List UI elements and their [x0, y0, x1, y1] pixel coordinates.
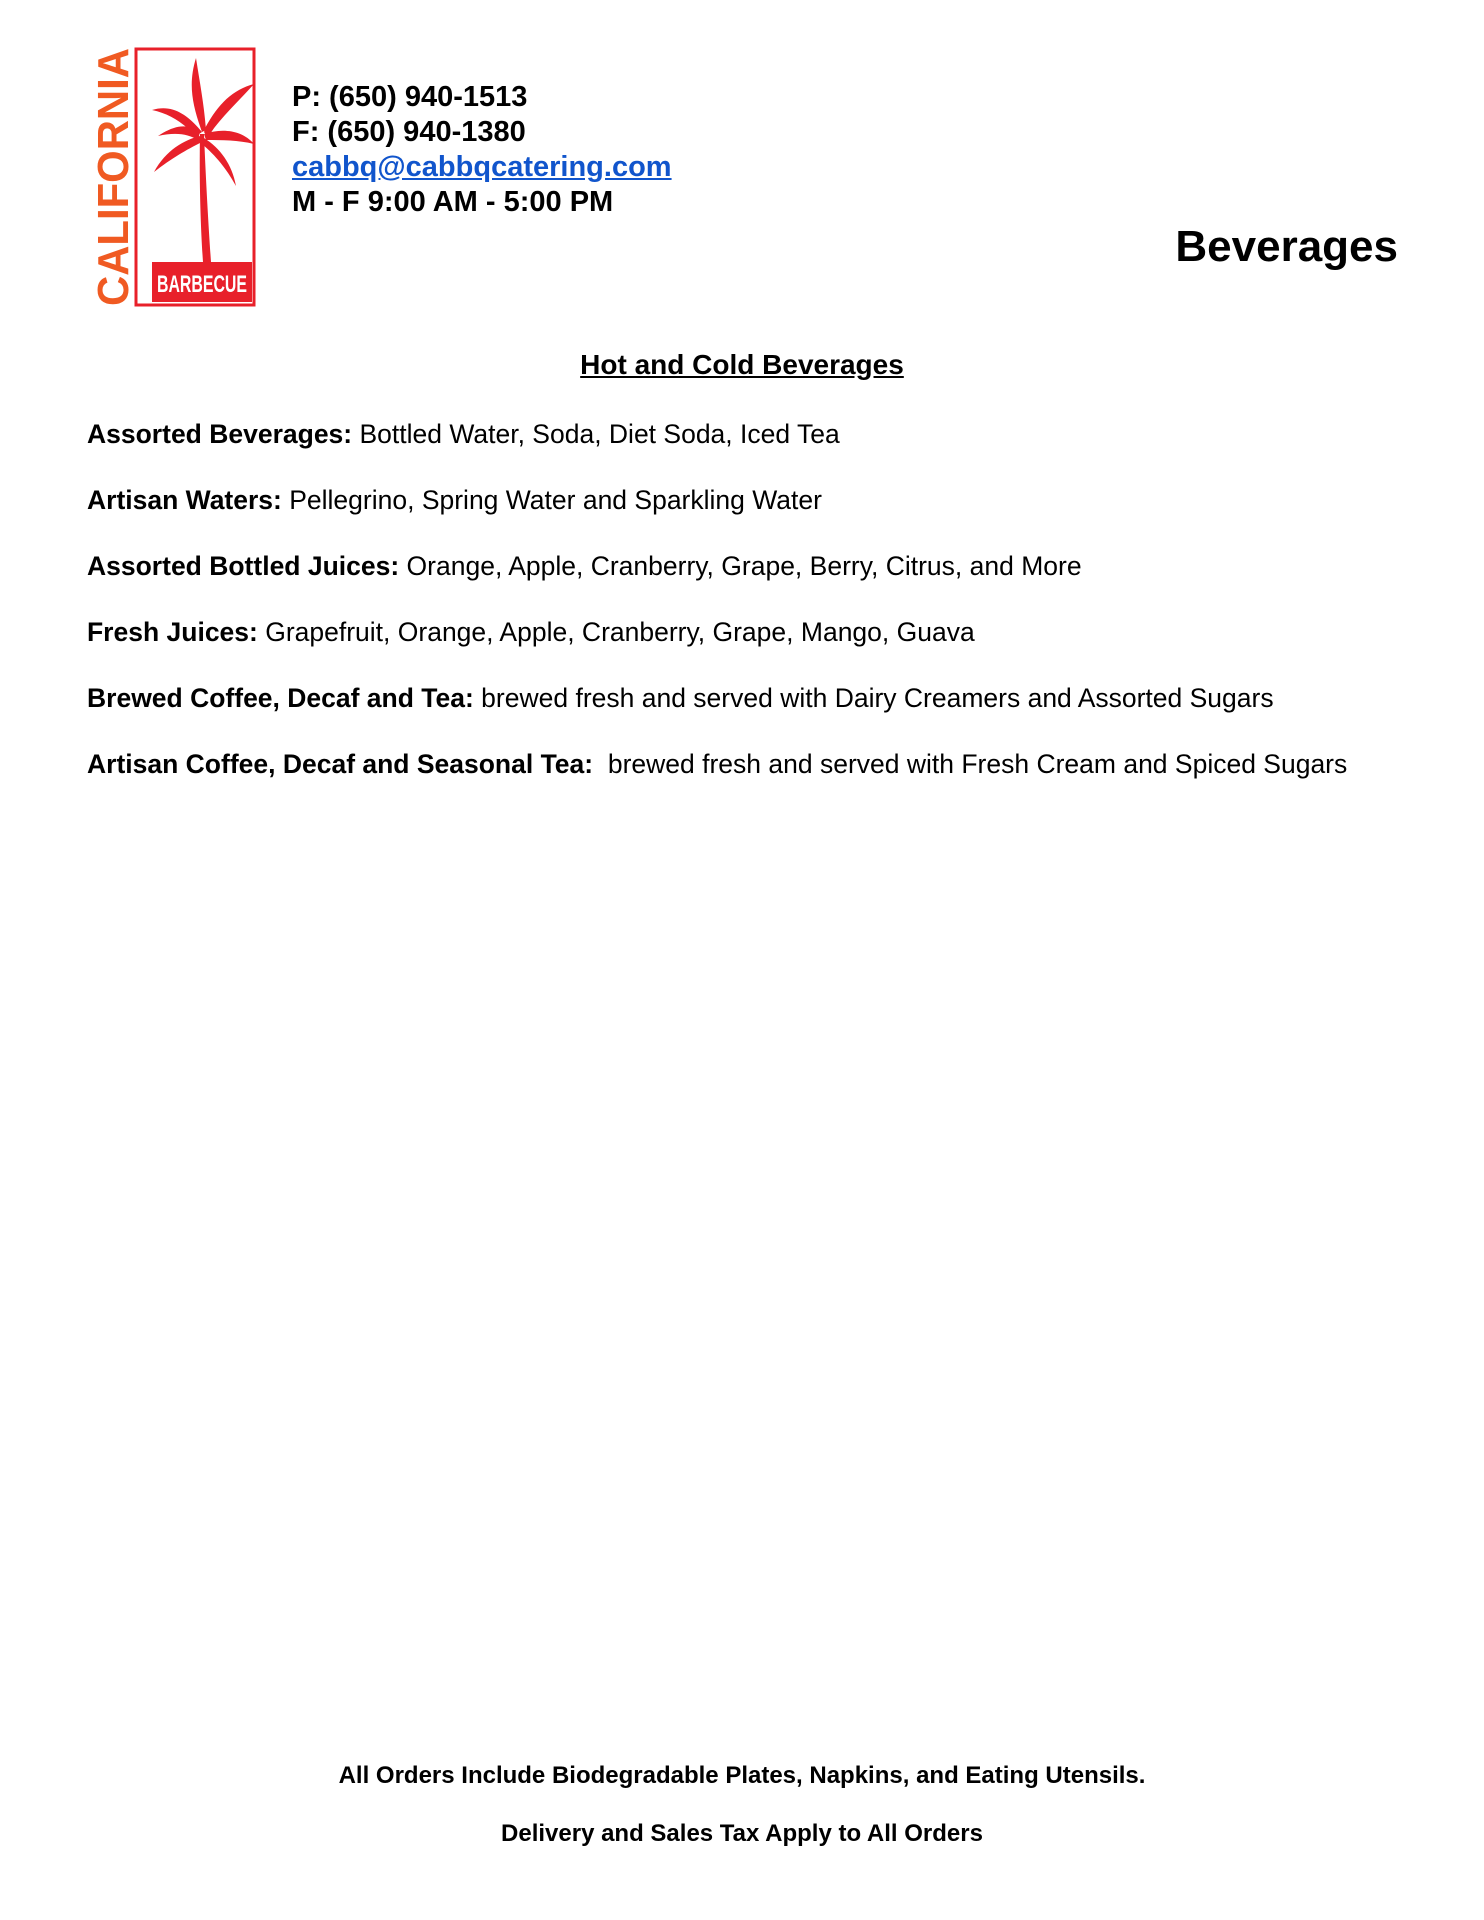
fax-number: F: (650) 940-1380 — [292, 116, 526, 148]
item-description: brewed fresh and served with Dairy Creamers and Assorted Sugars — [473, 683, 1274, 713]
logo-barbecue-text: BARBECUE — [157, 271, 247, 298]
footer-note-utensils: All Orders Include Biodegradable Plates, Napkins, and Eating Utensils. — [338, 1762, 1146, 1789]
list-item — [87, 682, 1407, 714]
page-title: Beverages — [1175, 222, 1398, 271]
footer-note-tax: Delivery and Sales Tax Apply to All Orders — [501, 1820, 983, 1847]
item-name: Fresh Juices: — [87, 617, 258, 647]
section-heading: Hot and Cold Beverages — [580, 349, 904, 380]
item-description: Pellegrino, Spring Water and Sparkling Water — [281, 485, 822, 515]
list-item — [87, 418, 1407, 450]
item-name: Artisan Waters: — [87, 485, 282, 515]
california-barbecue-logo — [89, 34, 258, 310]
item-description: Orange, Apple, Cranberry, Grape, Berry, Citrus, and More — [399, 551, 1082, 581]
phone-number: P: (650) 940-1513 — [292, 81, 528, 113]
list-item — [87, 550, 1407, 582]
list-item — [87, 484, 1407, 516]
item-name: Artisan Coffee, Decaf and Seasonal Tea: — [87, 749, 594, 779]
item-name: Brewed Coffee, Decaf and Tea: — [87, 683, 474, 713]
logo-graphic — [89, 34, 258, 310]
business-hours: M - F 9:00 AM - 5:00 PM — [292, 186, 614, 218]
item-description: Grapefruit, Orange, Apple, Cranberry, Grape, Mango, Guava — [257, 617, 975, 647]
email-link[interactable]: cabbq@cabbqcatering.com — [292, 151, 672, 183]
item-name: Assorted Bottled Juices: — [87, 551, 400, 581]
list-item — [87, 616, 1407, 648]
palm-trunk — [200, 134, 211, 262]
item-description: brewed fresh and served with Fresh Cream and Spiced Sugars — [593, 749, 1348, 779]
item-name: Assorted Beverages: — [87, 419, 353, 449]
item-description: Bottled Water, Soda, Diet Soda, Iced Tea — [352, 419, 840, 449]
beverage-list — [87, 418, 1407, 814]
contact-info — [292, 80, 672, 220]
list-item — [87, 748, 1407, 780]
logo-california-text: CALIFORNIA — [89, 34, 138, 306]
